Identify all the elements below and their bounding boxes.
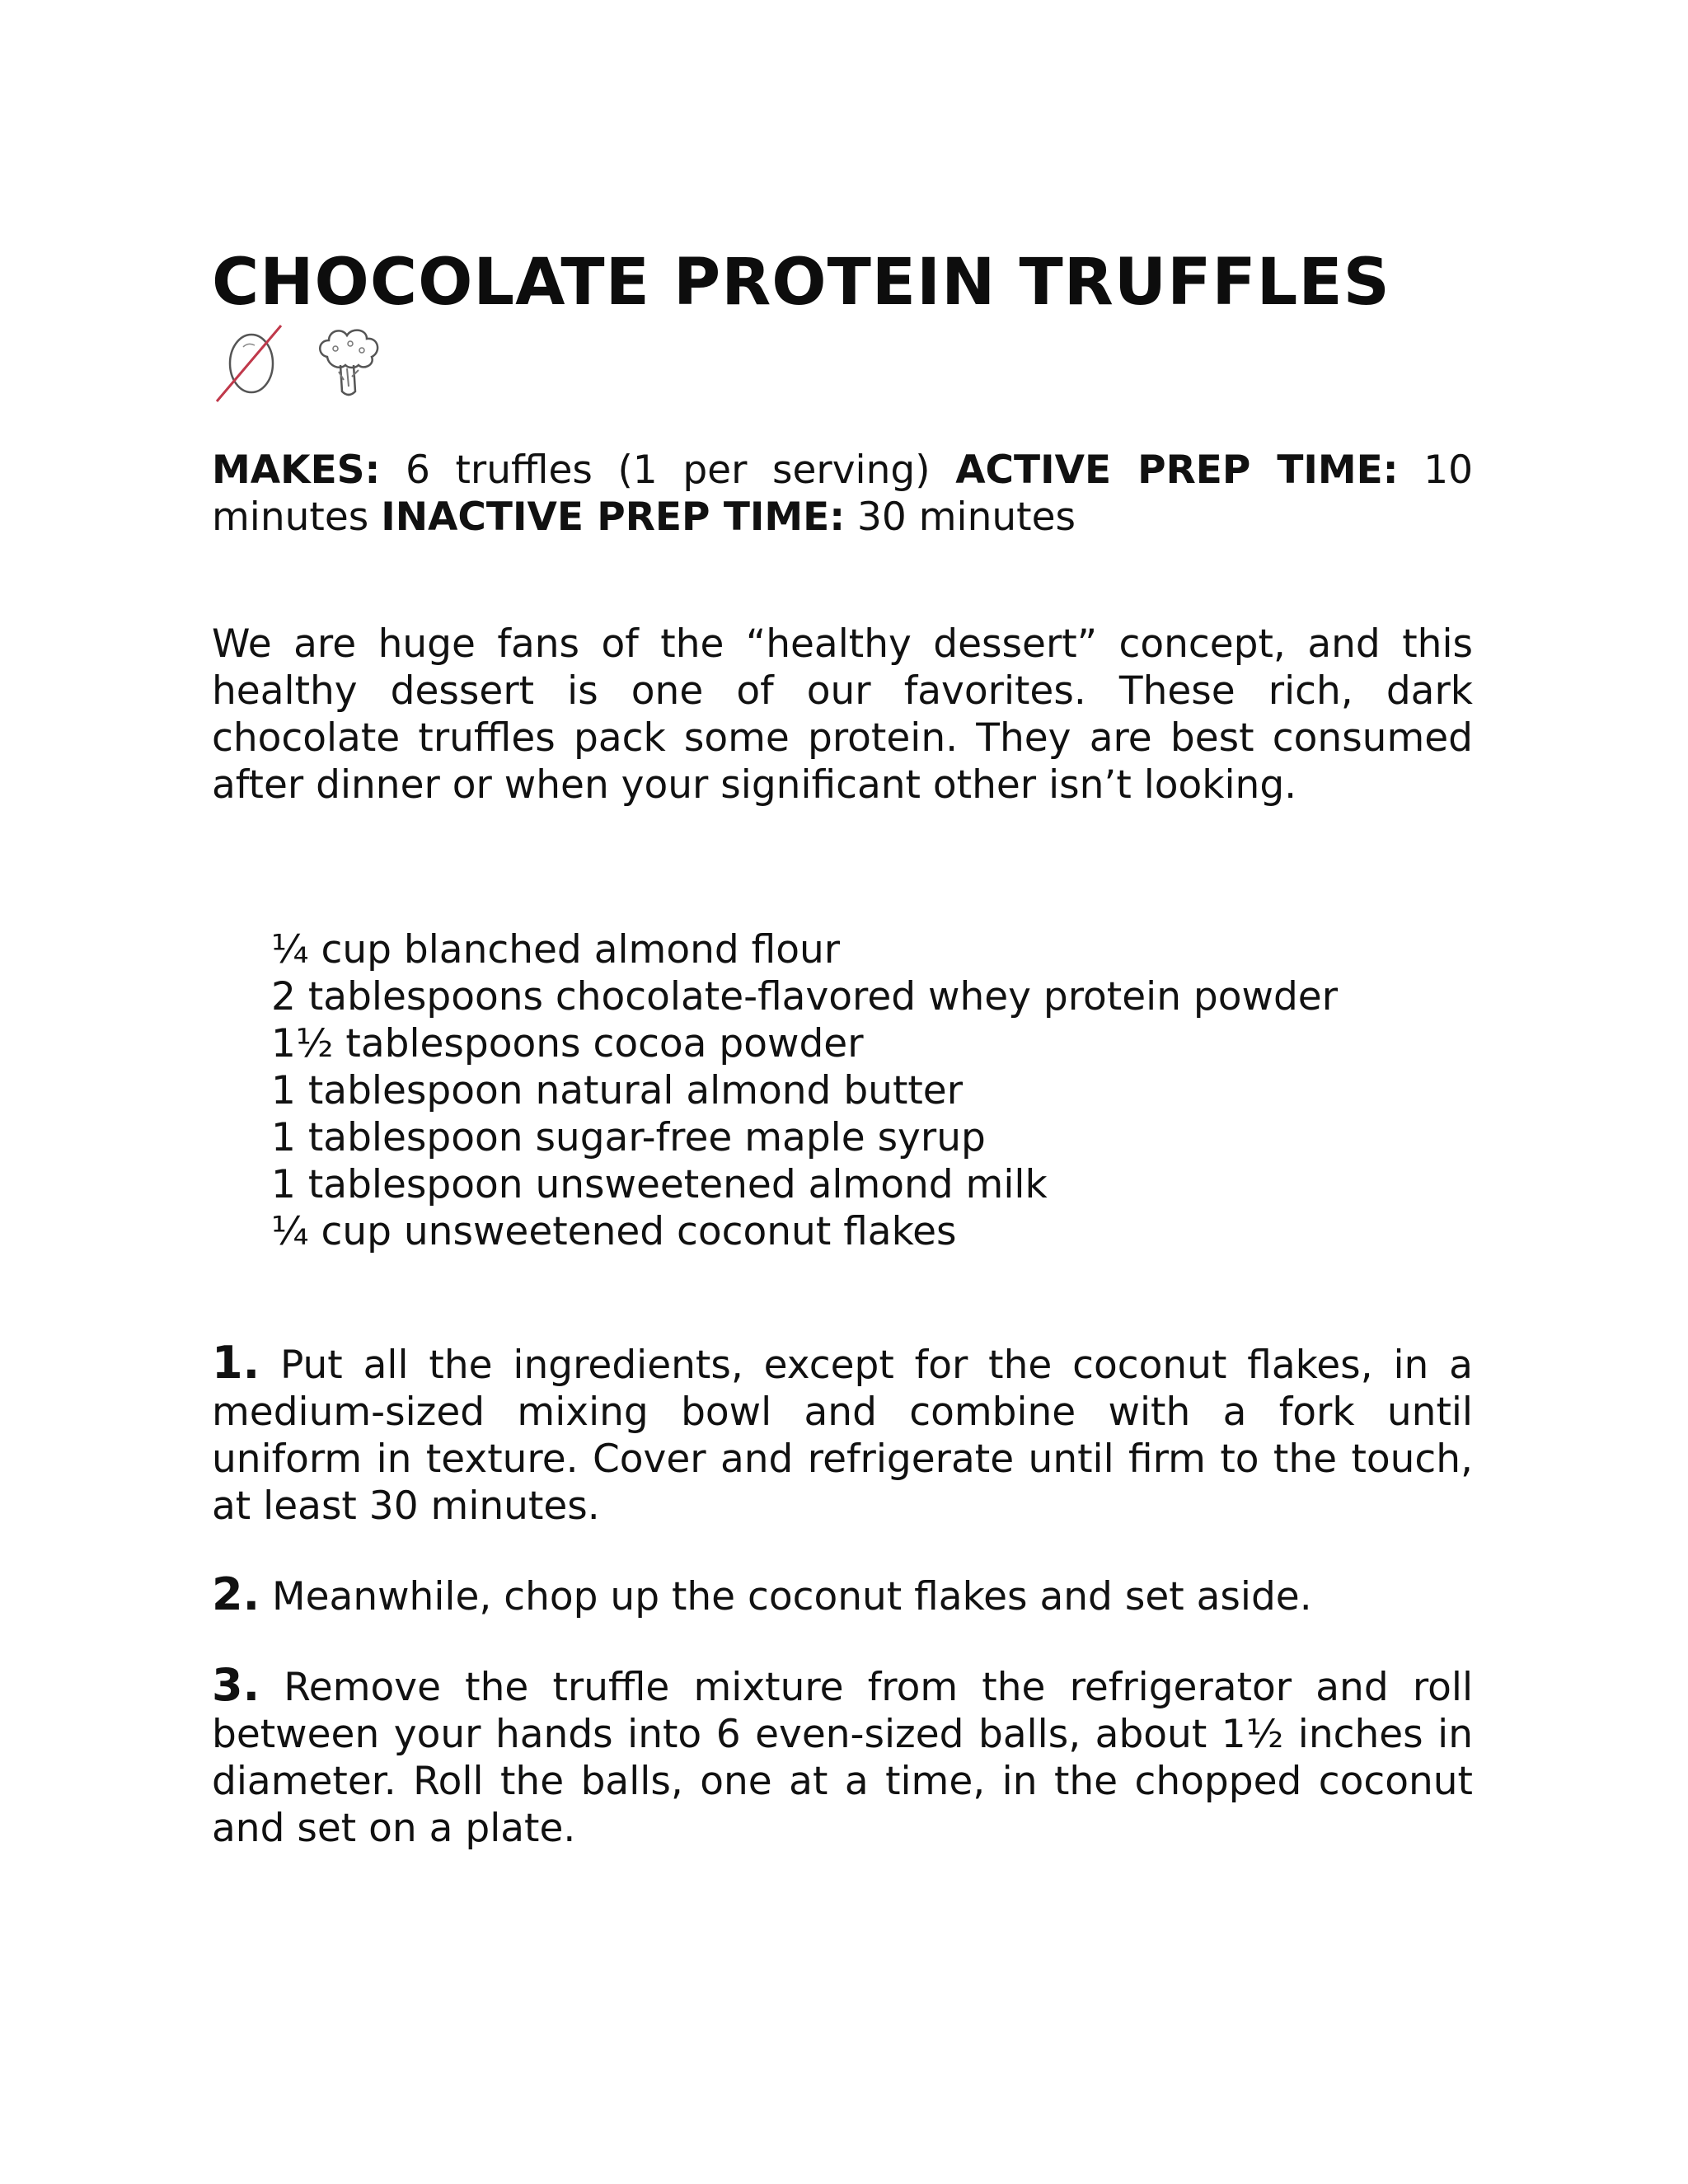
makes-value: 6 truffles (1 per serving) xyxy=(405,448,931,494)
dietary-icons xyxy=(212,322,1473,408)
makes-label: MAKES: xyxy=(212,448,381,494)
recipe-title: CHOCOLATE PROTEIN TRUFFLES xyxy=(212,246,1390,320)
instruction-steps xyxy=(212,1339,1473,1852)
instruction-step xyxy=(212,1339,1473,1530)
ingredient-item: ¼ cup blanched almond flour xyxy=(271,927,841,973)
step-number: 1. xyxy=(212,1337,260,1390)
active-prep-label: ACTIVE PREP TIME: xyxy=(955,448,1399,494)
ingredient-item: 1½ tablespoons cocoa powder xyxy=(271,1021,864,1067)
instruction-step xyxy=(212,1568,1473,1621)
active-prep-value: 10 minutes xyxy=(212,448,1473,541)
ingredient-item: 1 tablespoon unsweetened almond milk xyxy=(271,1162,1048,1208)
ingredient-item: 2 tablespoons chocolate-flavored whey protein powder xyxy=(271,974,1339,1020)
ingredient-item: ¼ cup unsweetened coconut flakes xyxy=(271,1209,957,1255)
ingredient-item: 1 tablespoon natural almond butter xyxy=(271,1068,964,1114)
inactive-prep-value: 30 minutes xyxy=(857,494,1076,541)
step-number: 3. xyxy=(212,1659,260,1712)
ingredient-item: 1 tablespoon sugar-free maple syrup xyxy=(271,1115,986,1161)
inactive-prep-label: INACTIVE PREP TIME: xyxy=(381,494,846,541)
step-text: Put all the ingredients, except for the coconut flakes, in a medium-sized mixing bowl and combine with a fork until uniform in texture. Cover and refrigerate until firm to the touch, at least 30 minutes. xyxy=(212,1343,1473,1530)
no-egg-icon xyxy=(212,322,286,405)
step-number: 2. xyxy=(212,1568,260,1621)
vegetarian-broccoli-icon xyxy=(311,322,385,405)
step-text: Remove the truffle mixture from the refrigerator and roll between your hands into 6 even-sized balls, about 1½ inches in diameter. Roll the balls, one at a time, in the chopped coconut and set on a plate. xyxy=(212,1665,1473,1852)
step-text: Meanwhile, chop up the coconut flakes and set aside. xyxy=(272,1574,1312,1620)
ingredient-list xyxy=(212,926,1473,1255)
recipe-intro: We are huge fans of the “healthy dessert” concept, and this healthy dessert is one of our favorites. These rich, dark chocolate truffles pack some protein. They are best consumed after dinner or when your significant other isn’t looking. xyxy=(212,621,1473,808)
recipe-meta xyxy=(212,447,1473,541)
instruction-step xyxy=(212,1661,1473,1852)
recipe-page xyxy=(212,247,1473,1893)
